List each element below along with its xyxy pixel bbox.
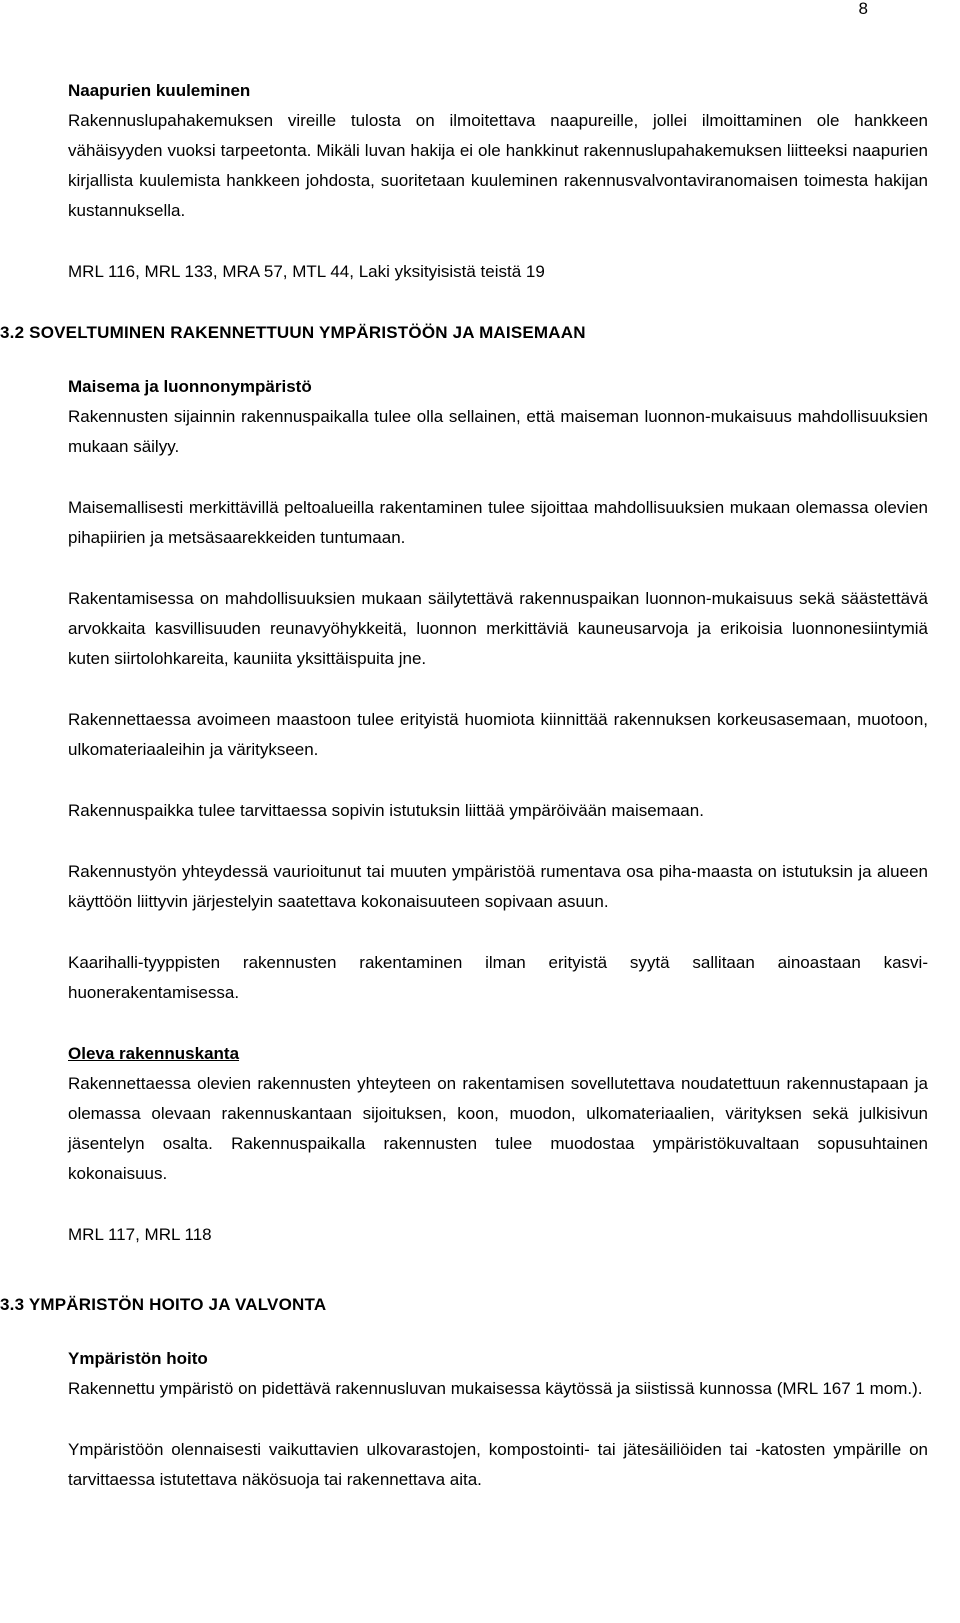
paragraph: Rakennusten sijainnin rakennuspaikalla tulee olla sellainen, että maiseman luonnon-mukaisuus mahdollisuuksien mukaan säilyy.	[68, 407, 928, 456]
section-3-3-title: 3.3 YMPÄRISTÖN HOITO JA VALVONTA	[0, 1295, 327, 1314]
section-3-2-reference: MRL 117, MRL 118	[68, 1225, 212, 1244]
hoito-subheading: Ympäristön hoito	[68, 1349, 208, 1368]
paragraph: Rakennuspaikka tulee tarvittaessa sopivin istutuksin liittää ympäröivään maisemaan.	[68, 801, 704, 820]
naapurit-section	[68, 76, 928, 226]
paragraph: Maisemallisesti merkittävillä peltoalueilla rakentaminen tulee sijoittaa mahdollisuuksien mukaan olemassa olevien pihapiirien ja metsäsaarekkeiden tuntumaan.	[68, 498, 928, 547]
maisema-block	[68, 372, 928, 462]
oleva-heading: Oleva rakennuskanta	[68, 1044, 240, 1063]
paragraph: Rakennustyön yhteydessä vaurioitunut tai muuten ympäristöä rumentava osa piha-maasta on istutuksin ja alueen käyttöön liittyvin järjestelyin saatettava kokonaisuuteen sopivaan asuun.	[68, 862, 928, 911]
paragraph: Kaarihalli-tyyppisten rakennusten rakentaminen ilman erityistä syytä sallitaan ainoastaan kasvihuonerakentamisessa.	[68, 953, 928, 1002]
paragraph: Rakennettaessa avoimeen maastoon tulee erityistä huomiota kiinnittää rakennuksen korkeusasemaan, muotoon, ulkomateriaaleihin ja väritykseen.	[68, 710, 928, 759]
naapurit-text: Rakennuslupahakemuksen vireille tulosta on ilmoitettava naapureille, jollei ilmoittaminen ole hankkeen vähäisyyden vuoksi tarpeetonta. Mikäli luvan hakija ei ole hankkinut rakennuslupahakemuksen liitteeksi naapurien kirjallista kuulemista hankkeen johdosta, suoritetaan kuuleminen rakennusvalvontaviranomaisen toimesta hakijan kustannuksella.	[68, 111, 928, 220]
hoito-block	[68, 1344, 928, 1404]
oleva-block	[68, 1039, 928, 1189]
naapurit-reference: MRL 116, MRL 133, MRA 57, MTL 44, Laki yksityisistä teistä 19	[68, 262, 545, 281]
page-number: 8	[858, 0, 868, 18]
maisema-subheading: Maisema ja luonnonympäristö	[68, 377, 312, 396]
oleva-text: Rakennettaessa olevien rakennusten yhteyteen on rakentamisen sovellutettava noudatettuun rakennustapaan ja olemassa olevaan rakennuskantaan sijoituksen, koon, muodon, ulkomateriaalien, värityksen sekä julkisivun jäsentelyn osalta. Rakennuspaikalla rakennusten tulee muodostaa ympäristökuvaltaan sopusuhtainen kokonaisuus.	[68, 1074, 928, 1183]
document-body	[0, 76, 928, 1495]
paragraph: Ympäristöön olennaisesti vaikuttavien ulkovarastojen, kompostointi- tai jätesäiliöiden tai -katosten ympärille on tarvittaessa istutettava näkösuoja tai rakennettava aita.	[68, 1440, 928, 1489]
paragraph: Rakentamisessa on mahdollisuuksien mukaan säilytettävä rakennuspaikan luonnon-mukaisuus sekä säästettävä arvokkaita kasvillisuuden reunavyöhykkeitä, luonnon merkittäviä kauneusarvoja ja erikoisia luonnonesiintymiä kuten siirtolohkareita, kauniita yksittäispuita jne.	[68, 589, 928, 668]
naapurit-heading: Naapurien kuuleminen	[68, 81, 251, 100]
section-3-2-title: 3.2 SOVELTUMINEN RAKENNETTUUN YMPÄRISTÖÖN JA MAISEMAAN	[0, 323, 586, 342]
paragraph: Rakennettu ympäristö on pidettävä rakennusluvan mukaisessa käytössä ja siistissä kunnossa (MRL 167 1 mom.).	[68, 1379, 923, 1398]
